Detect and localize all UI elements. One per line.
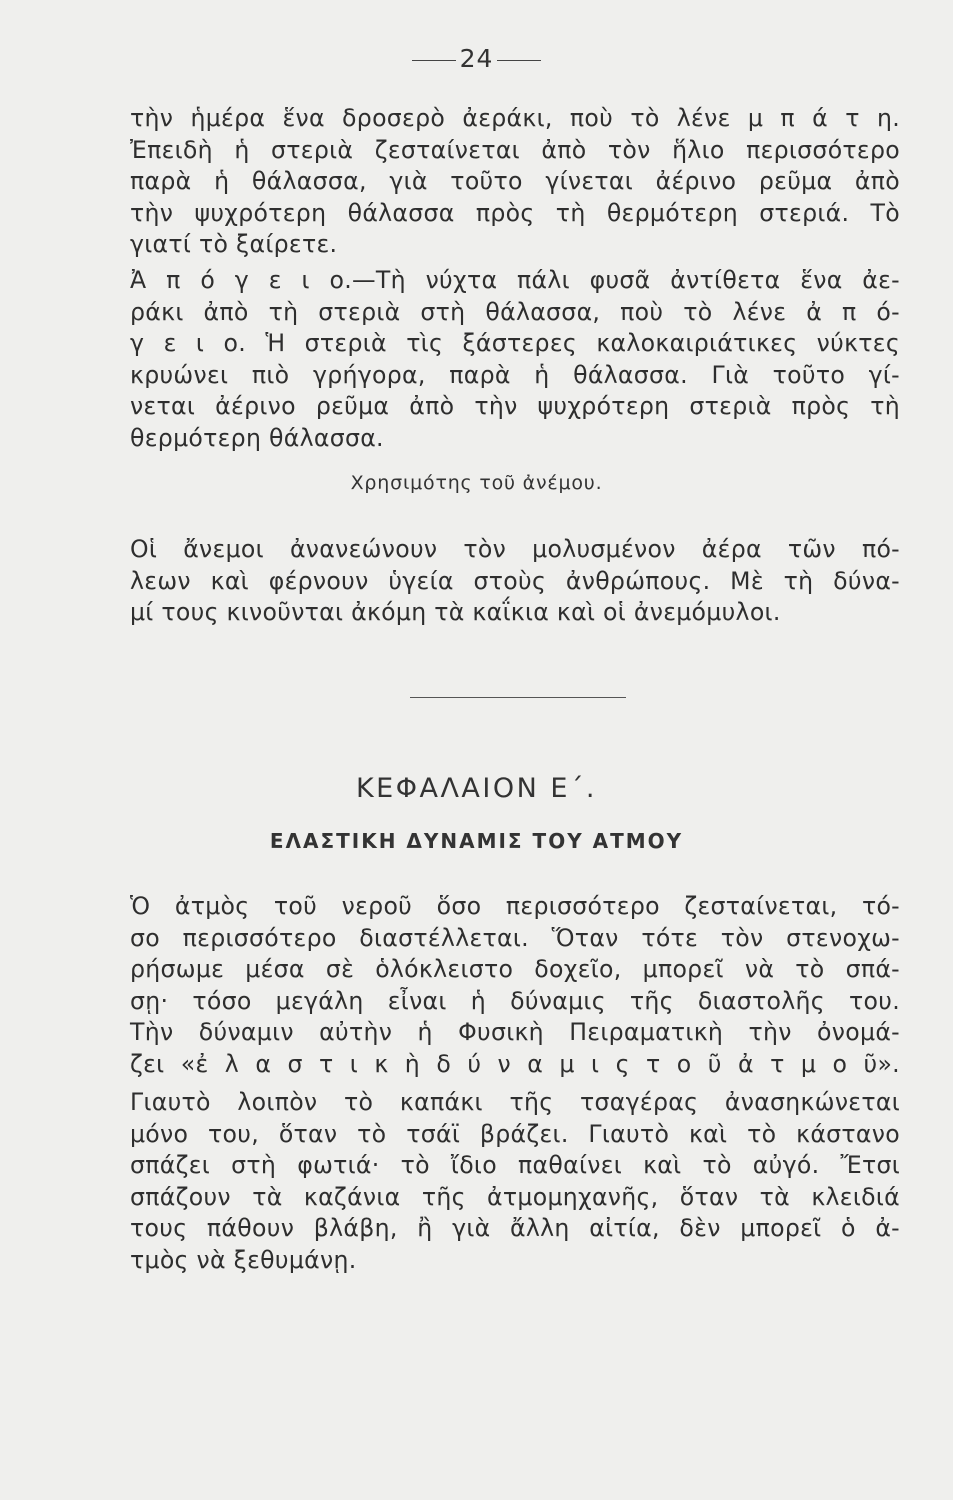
text-line: τὴν ἡμέρα ἕνα δροσερὸ ἀεράκι, ποὺ τὸ λένε μ π ά τ η. xyxy=(130,104,900,132)
text-line: σο περισσότερο διαστέλλεται. Ὅταν τότε τὸν στενοχω- xyxy=(130,923,900,952)
text-line: κρυώνει πιὸ γρήγορα, παρὰ ἡ θάλασσα. Γιὰ τοῦτο γί- xyxy=(130,360,900,389)
text-line: τους πάθουν βλάβη, ἢ γιὰ ἄλλη αἰτία, δὲν μπορεῖ ὁ ἀ- xyxy=(130,1214,900,1242)
text-line: θερμότερη θάλασσα. xyxy=(130,423,384,452)
text-line: τὴν ψυχρότερη θάλασσα πρὸς τὴ θερμότερη στεριά. Τὸ xyxy=(130,198,900,227)
text-line: μί τους κινοῦνται ἀκόμη τὰ καΐκια καὶ οἱ ἀνεμόμυλοι. xyxy=(130,598,781,626)
page-number-dash-left xyxy=(412,60,456,61)
chapter-title: ΚΕΦΑΛΑΙΟΝ Ε΄. xyxy=(355,773,598,804)
page-number-text: 24 xyxy=(459,44,494,73)
text-line: Οἱ ἄνεμοι ἀνανεώνουν τὸν μολυσμένον ἀέρα τῶν πό- xyxy=(130,535,900,563)
text-line: τμὸς νὰ ξεθυμάνῃ. xyxy=(130,1245,357,1274)
paragraph-steam-examples xyxy=(130,1087,900,1276)
text-line: Ὁ ἀτμὸς τοῦ νεροῦ ὅσο περισσότερο ζεσταίνεται, τό- xyxy=(130,892,900,920)
text-line: ρήσωμε μέσα σὲ ὁλόκλειστο δοχεῖο, μπορεῖ νὰ τὸ σπά- xyxy=(130,955,900,983)
text-line: λεων καὶ φέρνουν ὑγεία στοὺς ἀνθρώπους. Μὲ τὴ δύνα- xyxy=(130,566,900,595)
text-line: Γιαυτὸ λοιπὸν τὸ καπάκι τῆς τσαγέρας ἀνασηκώνεται xyxy=(130,1088,900,1116)
section-subheading: Χρησιμότης τοῦ ἀνέμου. xyxy=(350,472,603,494)
text-line: γιατί τὸ ξαίρετε. xyxy=(130,230,338,258)
paragraph-steam-force xyxy=(130,891,900,1080)
section-divider xyxy=(410,697,626,698)
text-line: γ ε ι ο. Ἡ στεριὰ τὶς ξάστερες καλοκαιριάτικες νύκτες xyxy=(130,329,900,357)
text-line: Ἀ π ό γ ε ι ο.—Τὴ νύχτα πάλι φυσᾶ ἀντίθετα ἕνα ἀε- xyxy=(130,266,900,294)
text-line: σπάζουν τὰ καζάνια τῆς ἀτμομηχανῆς, ὅταν τὰ κλειδιά xyxy=(130,1182,900,1211)
paragraph-land-breeze xyxy=(130,265,900,454)
text-line: Ἐπειδὴ ἡ στεριὰ ζεσταίνεται ἀπὸ τὸν ἥλιο περισσότερο xyxy=(130,135,900,164)
page-number xyxy=(0,44,953,73)
text-line: μόνο του, ὅταν τὸ τσάϊ βράζει. Γιαυτὸ καὶ τὸ κάστανο xyxy=(130,1119,900,1148)
paragraph-sea-breeze xyxy=(130,103,900,261)
text-line: σῃ· τόσο μεγάλη εἶναι ἡ δύναμις τῆς διαστολῆς του. xyxy=(130,986,900,1015)
page-number-dash-right xyxy=(497,60,541,61)
paragraph-wind-usefulness xyxy=(130,534,900,629)
text-line: ράκι ἀπὸ τὴ στεριὰ στὴ θάλασσα, ποὺ τὸ λένε ἀ π ό- xyxy=(130,297,900,326)
chapter-subtitle: ΕΛΑΣΤΙΚΗ ΔΥΝΑΜΙΣ ΤΟΥ ΑΤΜΟΥ xyxy=(269,829,684,853)
text-line: σπάζει στὴ φωτιά· τὸ ἴδιο παθαίνει καὶ τὸ αὐγό. Ἔτσι xyxy=(130,1151,900,1179)
text-line: νεται ἀέρινο ρεῦμα ἀπὸ τὴν ψυχρότερη στεριὰ πρὸς τὴ xyxy=(130,392,900,420)
text-line: παρὰ ἡ θάλασσα, γιὰ τοῦτο γίνεται ἀέρινο ρεῦμα ἀπὸ xyxy=(130,167,900,195)
text-line: ζει «ἐ λ α σ τ ι κ ὴ δ ύ ν α μ ι ς τ ο ῦ ἀ τ μ ο ῦ». xyxy=(130,1049,900,1078)
text-line: Τὴν δύναμιν αὐτὴν ἡ Φυσικὴ Πειραματικὴ τὴν ὀνομά- xyxy=(130,1018,900,1046)
